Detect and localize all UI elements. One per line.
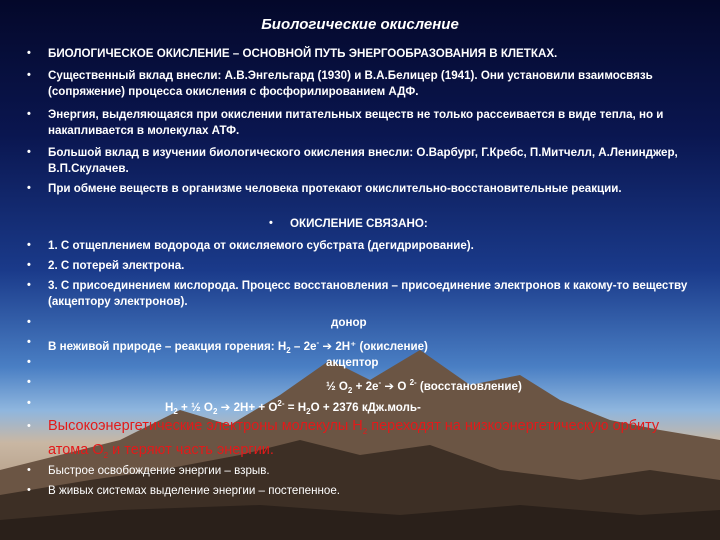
- list-item: • 3. С присоединением кислорода. Процесс восстановления – присоединение электронов к какому-то веществу (акцептору электронов).: [27, 279, 688, 308]
- bullet-icon: •: [27, 259, 31, 271]
- arrow-right-icon: ➔: [217, 400, 234, 414]
- list-item: • Быстрое освобождение энергии – взрыв.: [27, 464, 270, 477]
- bullet-icon: •: [27, 316, 31, 328]
- bullet-icon: •: [27, 376, 31, 388]
- list-item: • Большой вклад в изучении биологического окисления внесли: О.Варбург, Г.Кребс, П.Митчелл, А.Ленинджер, В.П.Скулачев.: [27, 146, 678, 175]
- list-item: • 2. С потерей электрона.: [27, 259, 185, 272]
- bullet-icon: •: [27, 146, 31, 158]
- arrow-right-icon: ➔: [319, 339, 336, 353]
- bullet-icon: •: [269, 217, 273, 229]
- bullet-icon: •: [27, 279, 31, 291]
- list-item: • Существенный вклад внесли: А.В.Энгельгард (1930) и В.А.Белицер (1941). Они установили взаимосвязь (сопряжение) процесса окисления с фосфорилированием АДФ.: [27, 69, 653, 98]
- arrow-right-icon: ➔: [381, 379, 398, 393]
- bullet-icon: •: [27, 420, 31, 432]
- bullet-icon: •: [27, 397, 31, 409]
- bullet-icon: •: [27, 47, 31, 59]
- bullet-icon: •: [27, 484, 31, 496]
- section-heading: • ОКИСЛЕНИЕ СВЯЗАНО:: [269, 217, 428, 230]
- equation-line: • В неживой природе – реакция горения: $H_2 - 2e^-$ ➔ 2H⁺ (окисление): [27, 336, 428, 356]
- slide-content: Биологические окисление • БИОЛОГИЧЕСКОЕ ОКИСЛЕНИЕ – ОСНОВНОЙ ПУТЬ ЭНЕРГООБРАЗОВАНИЯ В КЛЕТКАХ. • Существенный вклад внесли: А.В.Энгельгард (1930) и В.А.Белицер (1941). Они установили взаимосвязь (сопряжение) процесса окисления с фосфорилированием АДФ. • Энергия, выделяющаяся при окислении питательных веществ не только рассеивается в виде тепла, но и накапливается в молекулах АТФ. • Большой вклад в изучении биологического окисления внесли: О.Варбург, Г.Кребс, П.Митчелл, А.Ленинджер, В.П.Скулачев. • При обмене веществ в организме человека протекают окислительно-восстановительные реакции. • ОКИСЛЕНИЕ СВЯЗАНО: • 1. С отщеплением водорода от окисляемого субстрата (дегидрирование). • 2. С потерей электрона. • 3. С присоединением кислорода. Процесс восстановления – присоединение электронов к какому-то веществу (акцептору электронов). • донор • В неживой природе – реакция горения: $H_2 - 2e^-$ ➔ 2H⁺ (окисление) • акцептор • ½ $O_2 + 2e^-$ ➔ O $^{2-}$ (восстановление) • $H_2$ + ½ $O_2$ ➔ $2H+ + O^{2-} = H_2O + 2376$ кДж.моль- • Высокоэнергетические электроны молекулы $H_2$ переходят на низкоэнергетическую орбиту атома $O_2$ и теряют часть энергии. • Быстрое освобождение энергии – взрыв. • В живых системах выделение энергии – постепенное.: [0, 0, 720, 540]
- bullet-icon: •: [27, 336, 31, 348]
- bullet-icon: •: [27, 108, 31, 120]
- bullet-icon: •: [27, 239, 31, 251]
- list-item: • БИОЛОГИЧЕСКОЕ ОКИСЛЕНИЕ – ОСНОВНОЙ ПУТЬ ЭНЕРГООБРАЗОВАНИЯ В КЛЕТКАХ.: [27, 47, 558, 60]
- bullet-icon: •: [27, 182, 31, 194]
- list-item: • В живых системах выделение энергии – постепенное.: [27, 484, 340, 497]
- bullet-icon: •: [27, 356, 31, 368]
- list-item: • Энергия, выделяющаяся при окислении питательных веществ не только рассеивается в виде тепла, но и накапливается в молекулах АТФ.: [27, 108, 664, 137]
- bullet-icon: •: [27, 464, 31, 476]
- list-item: • 1. С отщеплением водорода от окисляемого субстрата (дегидрирование).: [27, 239, 474, 252]
- bullet-icon: •: [27, 69, 31, 81]
- page-title: Биологические окисление: [261, 16, 459, 33]
- list-item: • При обмене веществ в организме человека протекают окислительно-восстановительные реакции.: [27, 182, 622, 195]
- highlight-statement: • Высокоэнергетические электроны молекулы $H_2$ переходят на низкоэнергетическую орбиту атома $O_2$ и теряют часть энергии.: [27, 418, 660, 460]
